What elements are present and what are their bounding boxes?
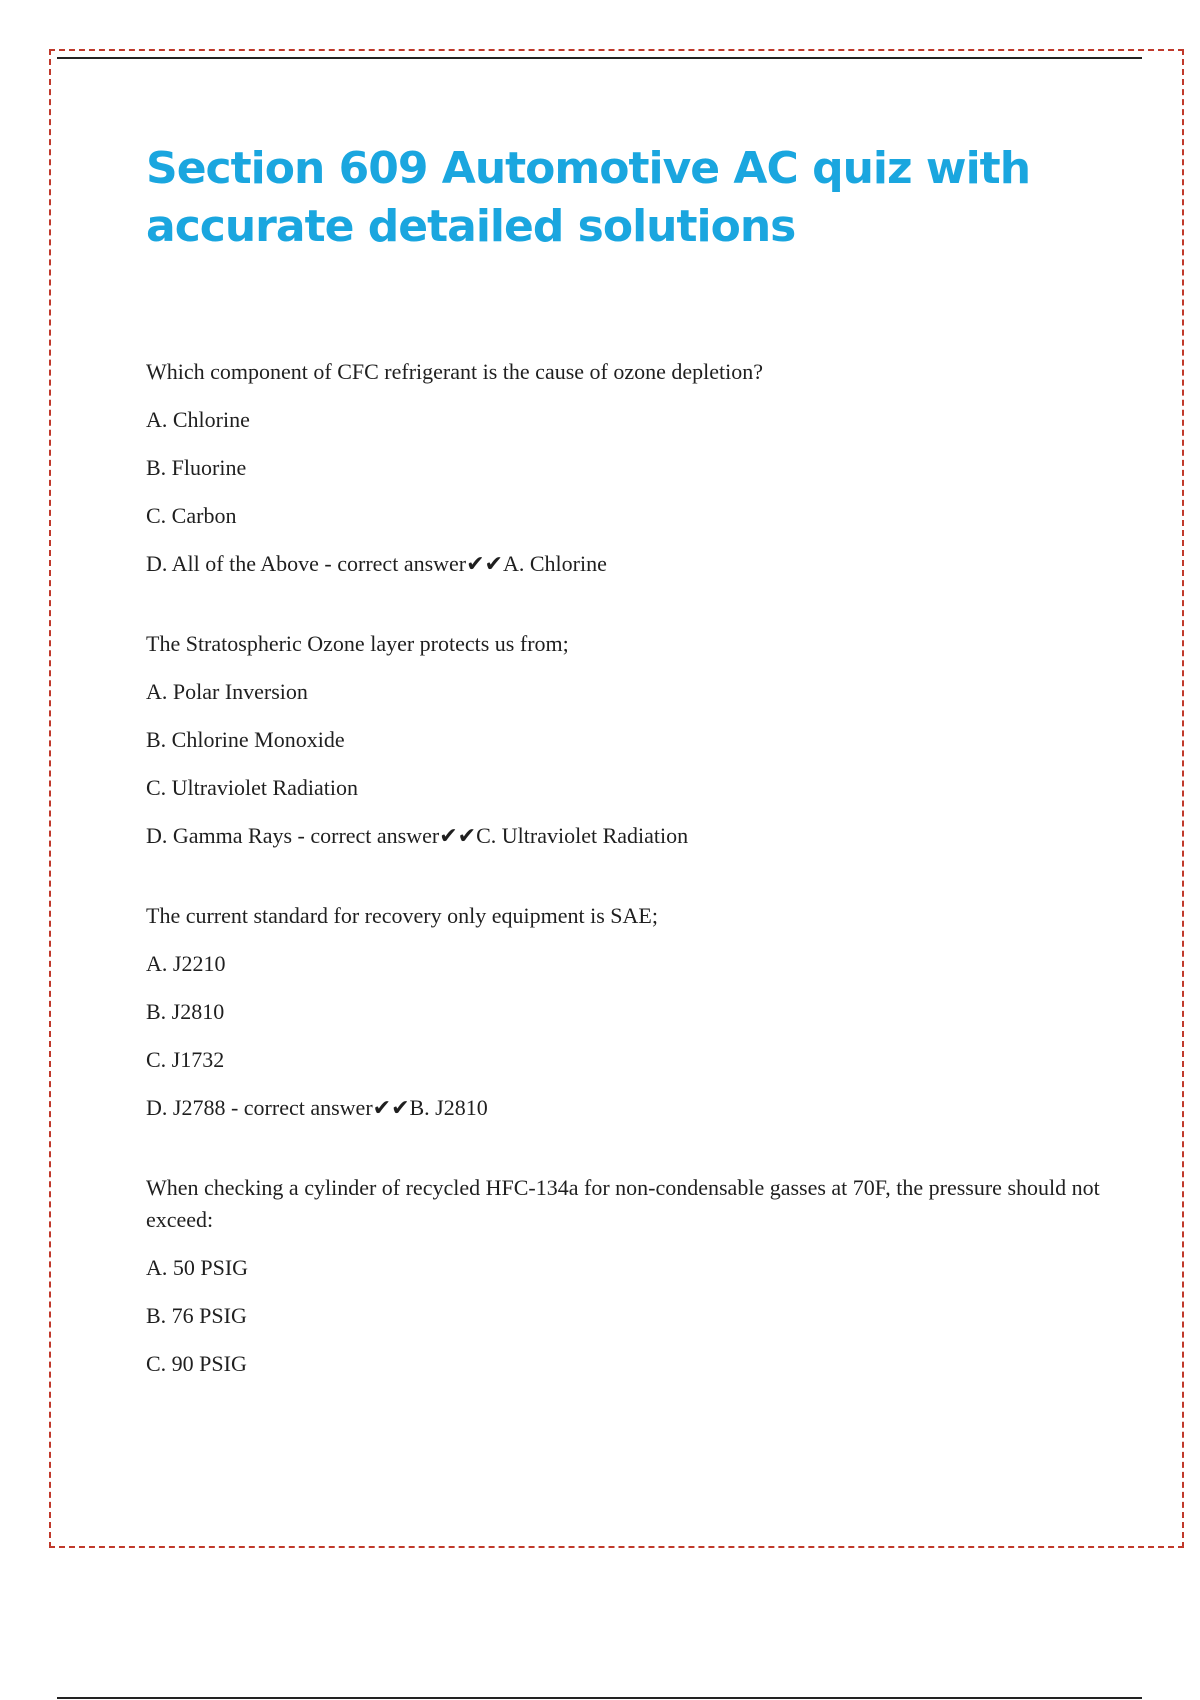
question-1	[146, 356, 1106, 580]
question-4-option-b: B. 76 PSIG	[146, 1303, 247, 1328]
top-rule	[57, 57, 1142, 59]
question-2	[146, 628, 1106, 852]
question-2-text: The Stratospheric Ozone layer protects us from;	[146, 631, 569, 656]
question-3-option-c: C. J1732	[146, 1047, 225, 1072]
question-1-option-a: A. Chlorine	[146, 407, 250, 432]
question-2-option-d-answer: D. Gamma Rays - correct answer✔✔C. Ultraviolet Radiation	[146, 823, 689, 848]
question-list	[146, 356, 1106, 1380]
question-4-text: When checking a cylinder of recycled HFC-134a for non-condensable gasses at 70F, the pressure should not exceed:	[146, 1175, 1100, 1232]
question-2-option-b: B. Chlorine Monoxide	[146, 727, 345, 752]
document-content	[146, 140, 1106, 1380]
bottom-rule	[57, 1697, 1142, 1699]
question-4-option-c: C. 90 PSIG	[146, 1351, 247, 1376]
document-title: Section 609 Automotive AC quiz with accurate detailed solutions	[146, 143, 1031, 252]
question-2-option-a: A. Polar Inversion	[146, 679, 308, 704]
question-3-text: The current standard for recovery only equipment is SAE;	[146, 903, 658, 928]
question-4	[146, 1172, 1106, 1380]
question-4-option-a: A. 50 PSIG	[146, 1255, 249, 1280]
question-1-option-d-answer: D. All of the Above - correct answer✔✔A. Chlorine	[146, 551, 607, 576]
question-1-option-c: C. Carbon	[146, 503, 237, 528]
question-3-option-d-answer: D. J2788 - correct answer✔✔B. J2810	[146, 1095, 488, 1120]
question-3	[146, 900, 1106, 1124]
question-3-option-a: A. J2210	[146, 951, 226, 976]
question-2-option-c: C. Ultraviolet Radiation	[146, 775, 359, 800]
question-1-option-b: B. Fluorine	[146, 455, 247, 480]
question-3-option-b: B. J2810	[146, 999, 225, 1024]
question-1-text: Which component of CFC refrigerant is the cause of ozone depletion?	[146, 359, 764, 384]
